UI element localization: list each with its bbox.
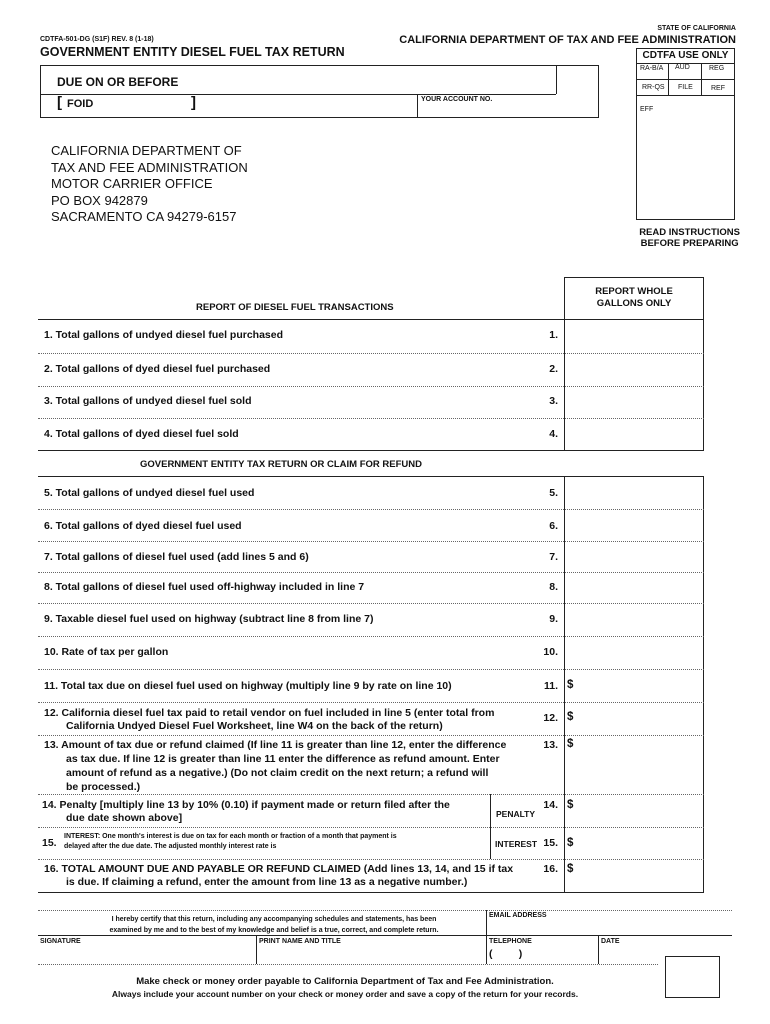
form-id: CDTFA-501-DG (S1F) REV. 8 (1-18)	[40, 36, 154, 43]
print-name-label: PRINT NAME AND TITLE	[259, 938, 341, 945]
address-line: MOTOR CARRIER OFFICE	[51, 176, 213, 191]
cell-reg: REG	[709, 65, 725, 72]
read-instructions: READ INSTRUCTIONS BEFORE PREPARING	[639, 227, 740, 249]
cdtfa-use-only-box	[636, 48, 735, 220]
address-line: PO BOX 942879	[51, 192, 148, 208]
payment-instructions: Make check or money order payable to California Department of Tax and Fee Administration. Always include your account number on your check or money order and save a copy of the return for your records.	[111, 976, 579, 999]
email-label: EMAIL ADDRESS	[489, 912, 547, 919]
form-title: GOVERNMENT ENTITY DIESEL FUEL TAX RETURN	[40, 45, 345, 59]
whole-gallons-header: REPORT WHOLE GALLONS ONLY	[564, 277, 704, 319]
foid-close-bracket: ]	[191, 94, 196, 111]
telephone-parens: ( )	[489, 948, 523, 960]
cell-eff: EFF	[640, 106, 654, 113]
dollar-16: $	[567, 863, 574, 875]
signature-label: SIGNATURE	[40, 938, 81, 945]
cell-aud: AUD	[675, 64, 690, 71]
address-line: TAX AND FEE ADMINISTRATION	[51, 159, 248, 175]
date-label: DATE	[601, 938, 620, 945]
due-label: DUE ON OR BEFORE	[57, 75, 179, 89]
address-line: SACRAMENTO CA 94279-6157	[51, 209, 237, 224]
account-number-label: YOUR ACCOUNT NO.	[421, 96, 493, 103]
agency-name: CALIFORNIA DEPARTMENT OF TAX AND FEE ADMINISTRATION	[399, 34, 736, 46]
telephone-label: TELEPHONE	[489, 938, 532, 945]
mailing-address	[51, 143, 248, 226]
section2-title: GOVERNMENT ENTITY TAX RETURN OR CLAIM FOR REFUND	[140, 459, 423, 470]
address-line: CALIFORNIA DEPARTMENT OF	[51, 143, 242, 158]
state-label: STATE OF CALIFORNIA	[657, 25, 736, 32]
foid-label: FOID	[67, 98, 94, 110]
cell-ref: REF	[711, 85, 725, 92]
use-only-title: CDTFA USE ONLY	[642, 50, 729, 61]
cell-ra-ba: RA-B/A	[640, 65, 664, 72]
section1-title: REPORT OF DIESEL FUEL TRANSACTIONS	[196, 302, 394, 313]
certification-text: I hereby certify that this return, including any accompanying schedules and statements, has been examined by me and to the best of my knowledge and belief is a true, correct, and complete return.	[109, 916, 439, 934]
cell-file: FILE	[678, 84, 693, 91]
cell-rr-qs: RR-QS	[642, 84, 665, 91]
dollar-12: $	[567, 711, 574, 723]
dollar-14: $	[567, 799, 574, 811]
dollar-15: $	[567, 837, 574, 849]
foid-open-bracket: [	[57, 94, 62, 111]
dollar-11: $	[567, 679, 574, 691]
dollar-13: $	[567, 738, 574, 750]
due-box	[40, 65, 599, 118]
